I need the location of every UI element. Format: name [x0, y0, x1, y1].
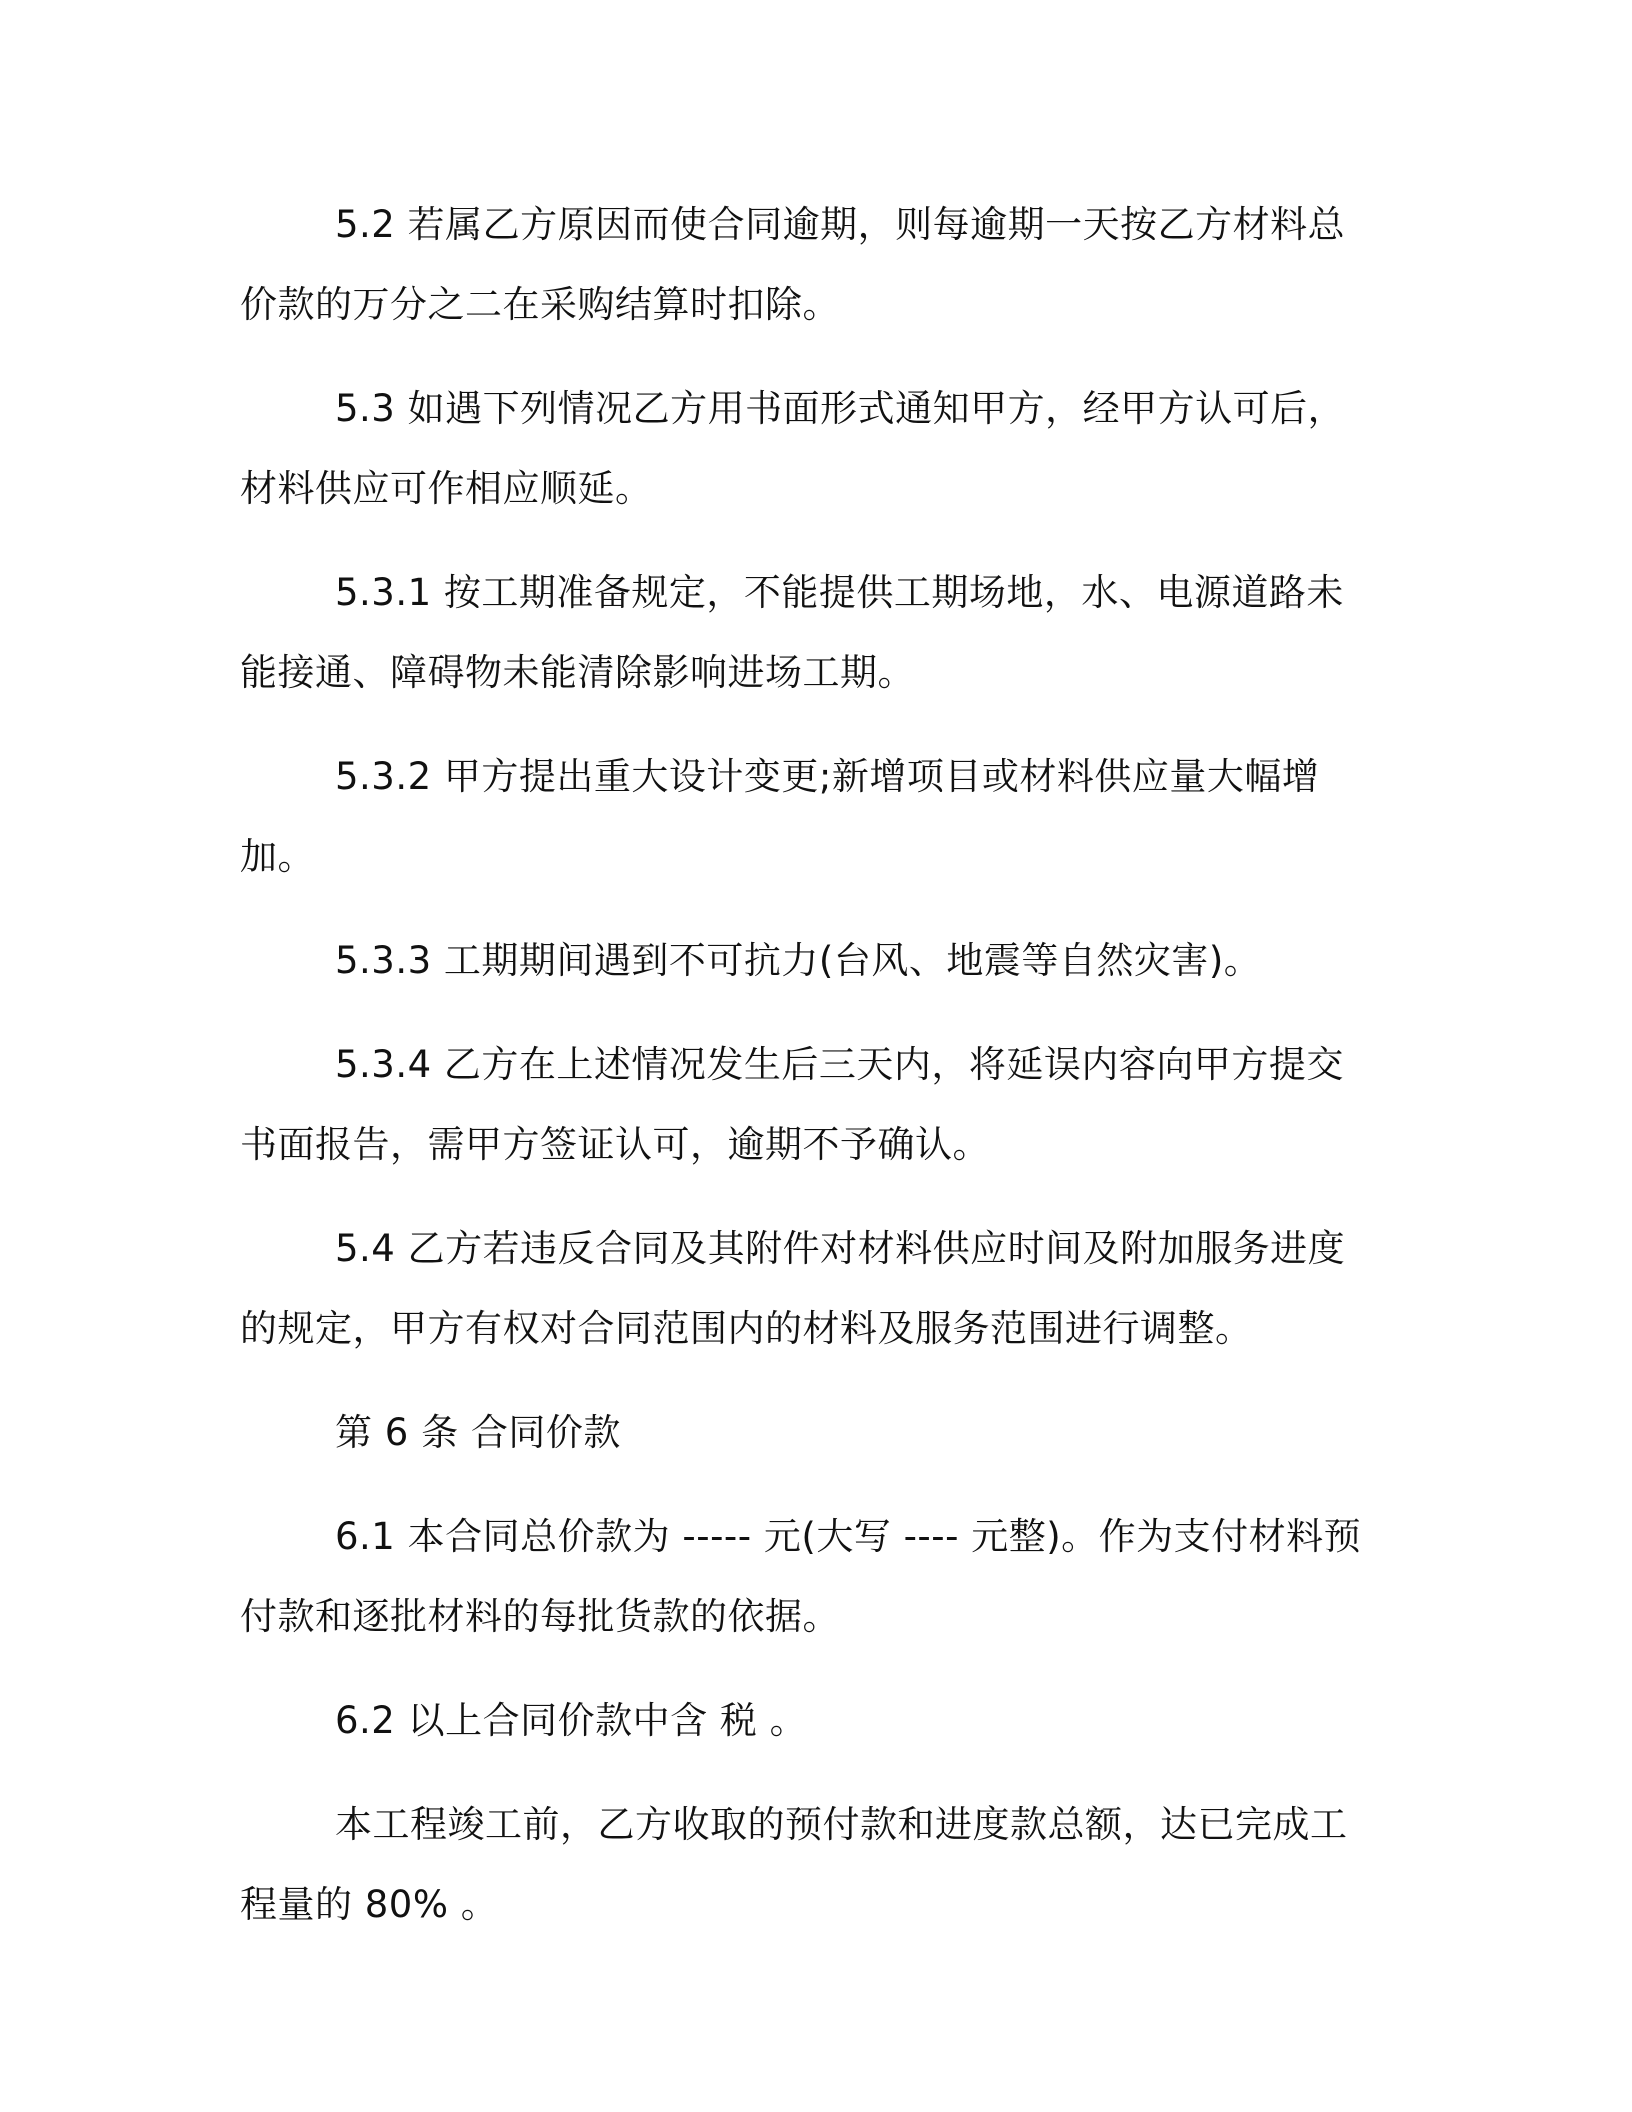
clause-5-3-2: 5.3.2 甲方提出重大设计变更;新增项目或材料供应量大幅增加。 — [240, 755, 1320, 878]
clause-5-3-3: 5.3.3 工期期间遇到不可抗力(台风、地震等自然灾害)。 — [335, 939, 1262, 982]
clause-5-2: 5.2 若属乙方原因而使合同逾期，则每逾期一天按乙方材料总价款的万分之二在采购结算时扣除。 — [240, 203, 1346, 326]
clause-5-3-4: 5.3.4 乙方在上述情况发生后三天内，将延误内容向甲方提交书面报告，需甲方签证认可，逾期不予确认。 — [240, 1043, 1344, 1166]
clause-5-3: 5.3 如遇下列情况乙方用书面形式通知甲方，经甲方认可后，材料供应可作相应顺延。 — [240, 387, 1346, 510]
article-6-heading: 第 6 条 合同价款 — [335, 1411, 621, 1454]
document-body — [240, 185, 1380, 1969]
clause-final-payment: 本工程竣工前，乙方收取的预付款和进度款总额，达已完成工程量的 80% 。 — [240, 1803, 1348, 1926]
clause-5-3-1: 5.3.1 按工期准备规定，不能提供工期场地，水、电源道路未能接通、障碍物未能清除影响进场工期。 — [240, 571, 1344, 694]
clause-6-1: 6.1 本合同总价款为 ----- 元(大写 ---- 元整)。作为支付材料预付款和逐批材料的每批货款的依据。 — [240, 1515, 1362, 1638]
clause-5-4: 5.4 乙方若违反合同及其附件对材料供应时间及附加服务进度的规定，甲方有权对合同范围内的材料及服务范围进行调整。 — [240, 1227, 1346, 1350]
clause-6-2: 6.2 以上合同价款中含 税 。 — [335, 1699, 808, 1742]
